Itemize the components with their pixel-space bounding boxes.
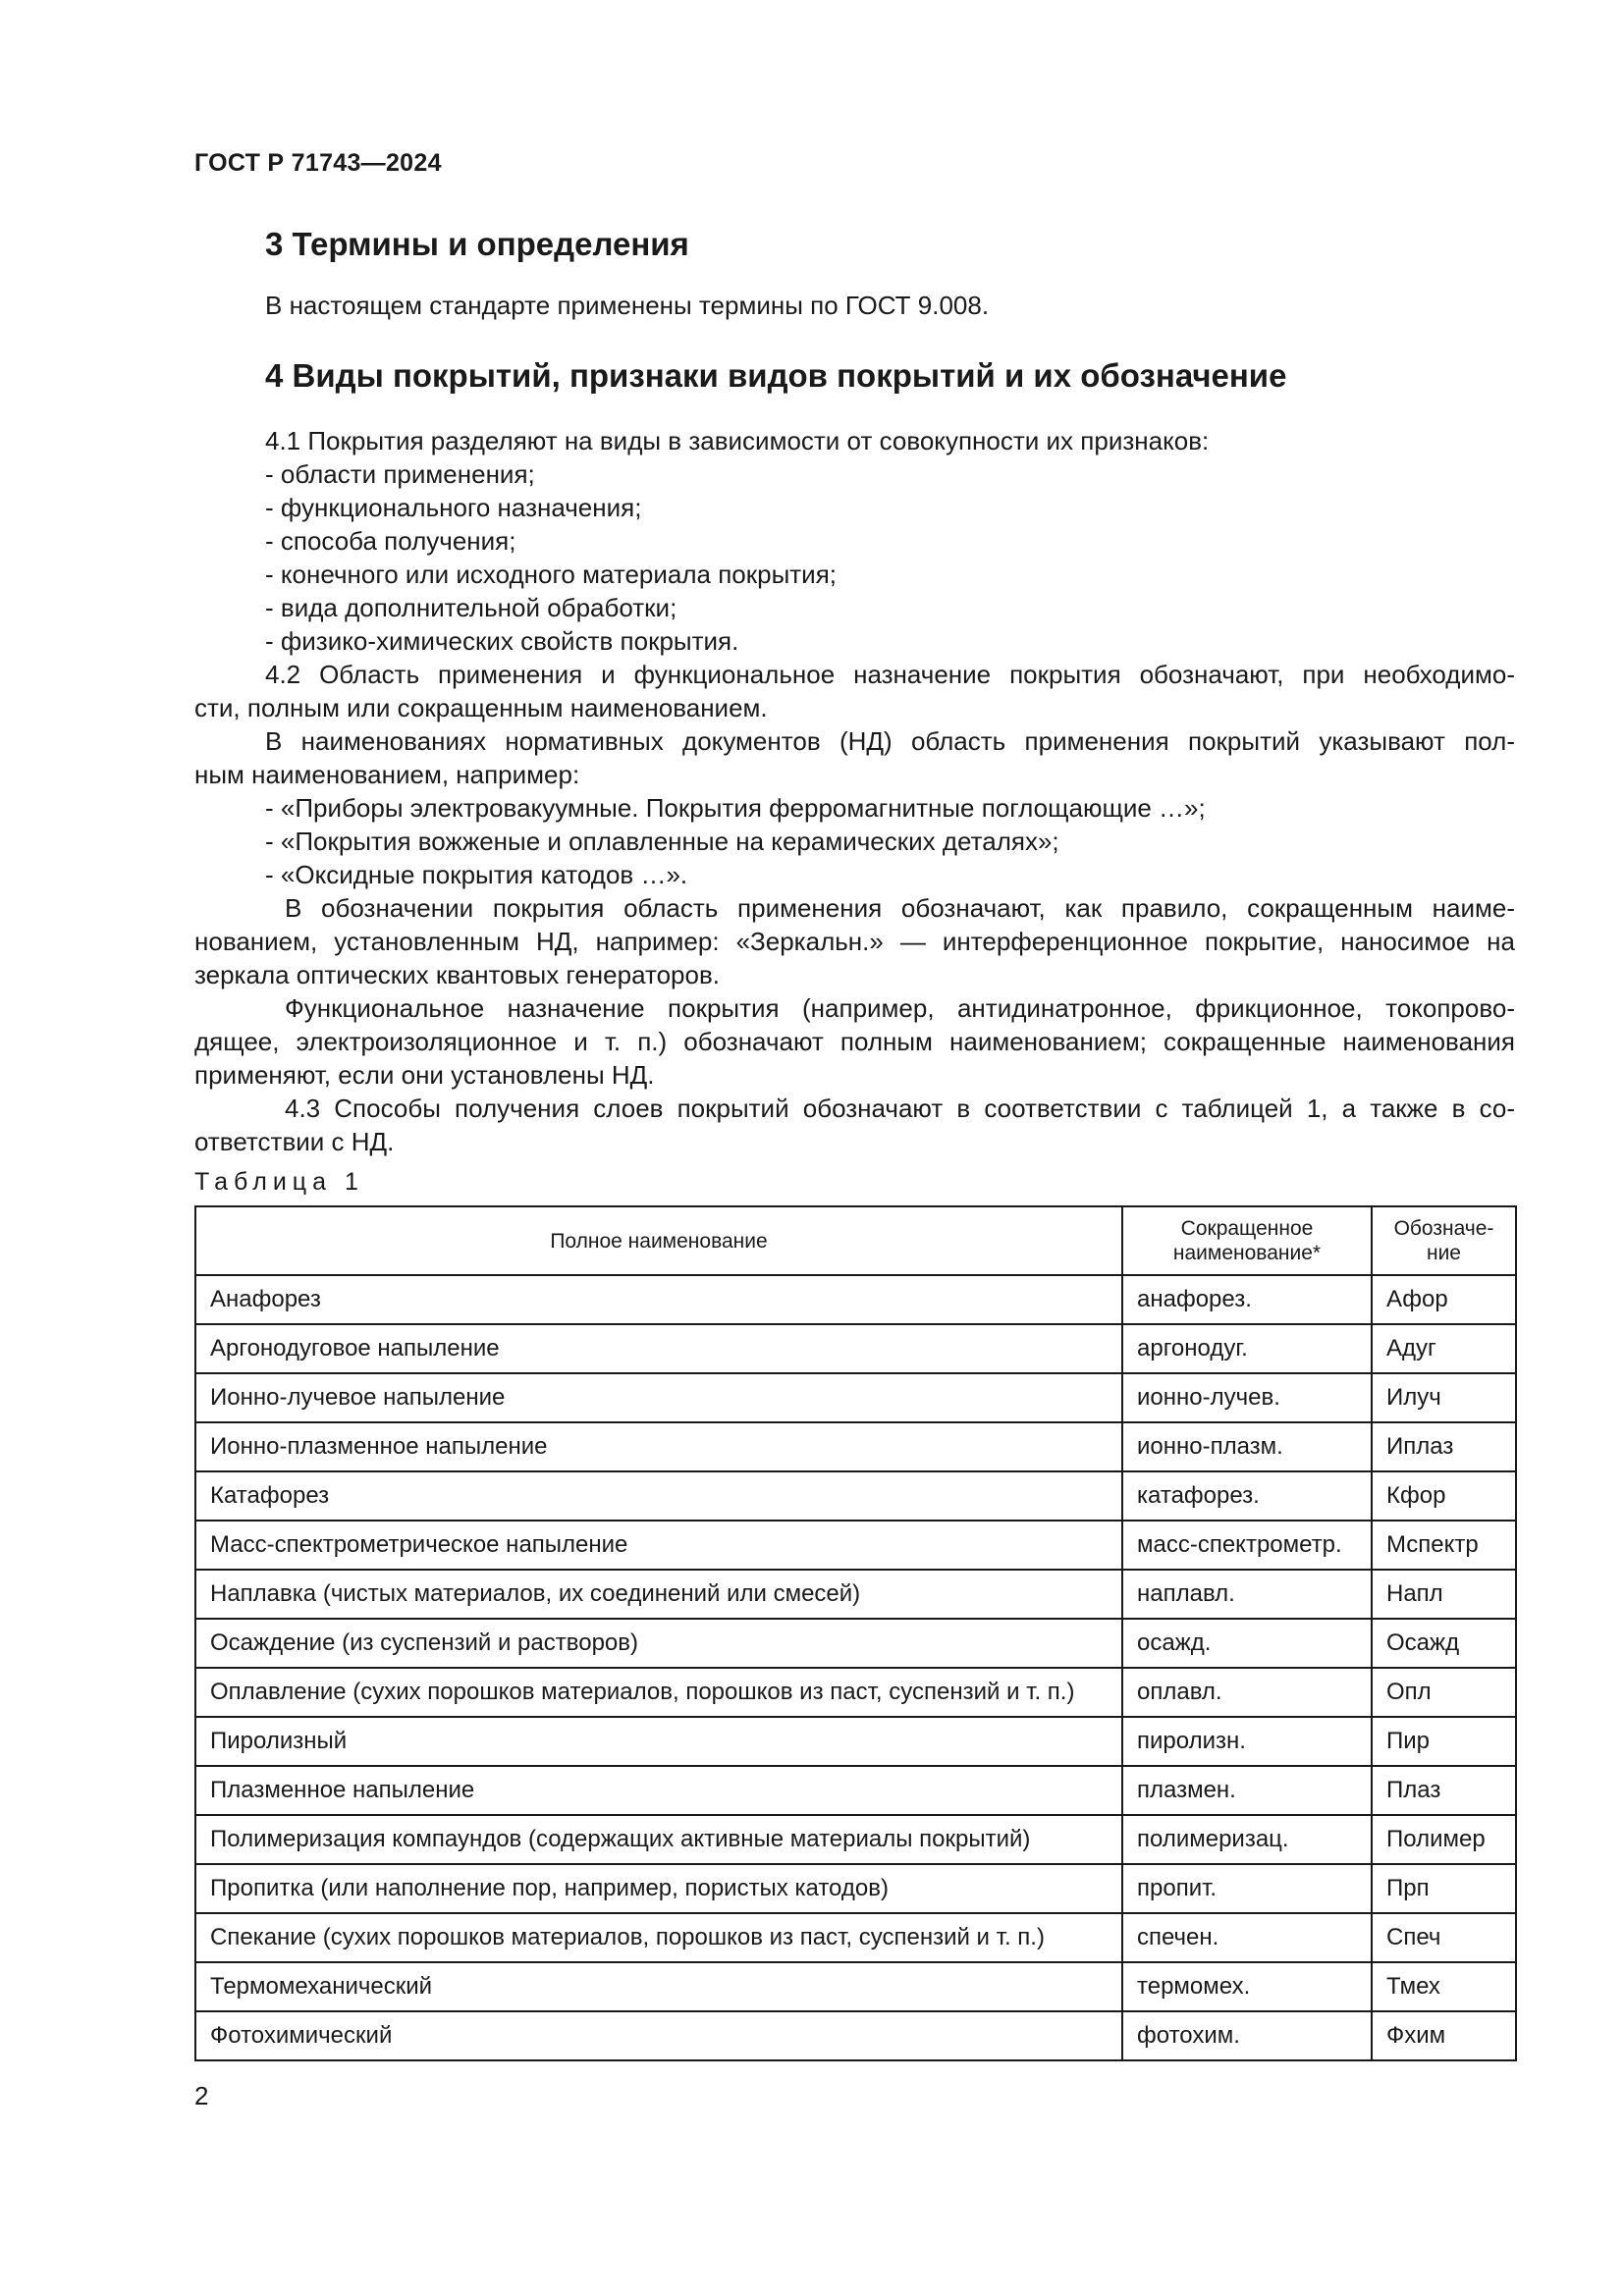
document-code: ГОСТ Р 71743—2024 — [194, 149, 442, 177]
table-header-row — [195, 1206, 1516, 1275]
cell-short-name: анафорез. — [1122, 1275, 1372, 1324]
table-row — [195, 1913, 1516, 1962]
list-item: - способа получения; — [265, 526, 516, 556]
list-item: - конечного или исходного материала покрытия; — [265, 560, 838, 589]
paragraph-line: зеркала оптических квантовых генераторов. — [194, 960, 720, 989]
list-item: - «Покрытия вожженые и оплавленные на керамических деталях»; — [265, 827, 1059, 856]
list-item: - вида дополнительной обработки; — [265, 593, 677, 622]
list-item: - «Оксидные покрытия катодов …». — [265, 860, 688, 889]
table-row — [195, 1373, 1516, 1422]
cell-short-name: аргонодуг. — [1122, 1324, 1372, 1373]
cell-designation: Осажд — [1372, 1619, 1516, 1668]
cell-short-name: осажд. — [1122, 1619, 1372, 1668]
cell-designation: Илуч — [1372, 1373, 1516, 1422]
cell-short-name: спечен. — [1122, 1913, 1372, 1962]
cell-short-name: фотохим. — [1122, 2011, 1372, 2060]
table-row — [195, 1275, 1516, 1324]
cell-designation: Прп — [1372, 1864, 1516, 1913]
cell-full-name: Масс-спектрометрическое напыление — [195, 1521, 1122, 1570]
cell-full-name: Полимеризация компаундов (содержащих активные материалы покрытий) — [195, 1815, 1122, 1864]
header-full-name: Полное наименование — [195, 1206, 1122, 1275]
cell-short-name: ионно-лучев. — [1122, 1373, 1372, 1422]
paragraph-line: ным наименованием, например: — [194, 760, 580, 789]
list-item: - области применения; — [265, 459, 535, 489]
cell-short-name: оплавл. — [1122, 1668, 1372, 1717]
table-row — [195, 1422, 1516, 1471]
paragraph-line: В обозначении покрытия область применения обозначают, как правило, сокращенным наиме- — [285, 893, 1515, 923]
cell-short-name: пропит. — [1122, 1864, 1372, 1913]
cell-designation: Иплаз — [1372, 1422, 1516, 1471]
list-item: - «Приборы электровакуумные. Покрытия ферромагнитные поглощающие …»; — [265, 793, 1206, 823]
table-row — [195, 1766, 1516, 1815]
cell-full-name: Спекание (сухих порошков материалов, порошков из паст, суспензий и т. п.) — [195, 1913, 1122, 1962]
coating-methods-table — [194, 1205, 1517, 2061]
table-row — [195, 1717, 1516, 1766]
cell-designation: Полимер — [1372, 1815, 1516, 1864]
cell-short-name: катафорез. — [1122, 1471, 1372, 1521]
page-number: 2 — [194, 2081, 209, 2110]
cell-short-name: пиролизн. — [1122, 1717, 1372, 1766]
cell-full-name: Пиролизный — [195, 1717, 1122, 1766]
cell-full-name: Пропитка (или наполнение пор, например, пористых катодов) — [195, 1864, 1122, 1913]
cell-short-name: термомех. — [1122, 1962, 1372, 2011]
paragraph-line: применяют, если они установлены НД. — [194, 1060, 655, 1090]
cell-designation: Опл — [1372, 1668, 1516, 1717]
cell-designation: Кфор — [1372, 1471, 1516, 1521]
section-3-text: В настоящем стандарте применены термины по ГОСТ 9.008. — [265, 291, 990, 320]
table-row — [195, 2011, 1516, 2060]
cell-designation: Афор — [1372, 1275, 1516, 1324]
cell-designation: Фхим — [1372, 2011, 1516, 2060]
cell-full-name: Плазменное напыление — [195, 1766, 1122, 1815]
cell-designation: Адуг — [1372, 1324, 1516, 1373]
cell-designation: Напл — [1372, 1570, 1516, 1619]
table-row — [195, 1570, 1516, 1619]
cell-full-name: Катафорез — [195, 1471, 1122, 1521]
cell-designation: Мспектр — [1372, 1521, 1516, 1570]
cell-designation: Спеч — [1372, 1913, 1516, 1962]
paragraph-4-1: 4.1 Покрытия разделяют на виды в зависимости от совокупности их признаков: — [265, 426, 1210, 455]
header-short-name: Сокращенное наименование* — [1122, 1206, 1372, 1275]
table-row — [195, 1668, 1516, 1717]
cell-full-name: Ионно-плазменное напыление — [195, 1422, 1122, 1471]
cell-designation: Пир — [1372, 1717, 1516, 1766]
cell-short-name: полимеризац. — [1122, 1815, 1372, 1864]
cell-full-name: Оплавление (сухих порошков материалов, порошков из паст, суспензий и т. п.) — [195, 1668, 1122, 1717]
table-row — [195, 1521, 1516, 1570]
paragraph-4-3-line: ответствии с НД. — [194, 1127, 395, 1156]
paragraph-line: нованием, установленным НД, например: «Зеркальн.» — интерференционное покрытие, наносимое на — [194, 927, 1515, 956]
cell-short-name: наплавл. — [1122, 1570, 1372, 1619]
header-designation: Обозначе-ние — [1372, 1206, 1516, 1275]
table-caption: Таблица 1 — [194, 1168, 364, 1196]
table-row — [195, 1324, 1516, 1373]
list-item: - функционального назначения; — [265, 493, 642, 522]
paragraph-line: Функциональное назначение покрытия (например, антидинатронное, фрикционное, токопрово- — [285, 993, 1515, 1023]
table-row — [195, 1815, 1516, 1864]
table-row — [195, 1619, 1516, 1668]
cell-full-name: Термомеханический — [195, 1962, 1122, 2011]
cell-full-name: Наплавка (чистых материалов, их соединений или смесей) — [195, 1570, 1122, 1619]
list-item: - физико-химических свойств покрытия. — [265, 626, 739, 656]
cell-designation: Тмех — [1372, 1962, 1516, 2011]
paragraph-line: В наименованиях нормативных документов (НД) область применения покрытий указывают пол- — [265, 726, 1515, 756]
table-row — [195, 1962, 1516, 2011]
cell-full-name: Аргонодуговое напыление — [195, 1324, 1122, 1373]
table-row — [195, 1471, 1516, 1521]
cell-full-name: Фотохимический — [195, 2011, 1122, 2060]
cell-full-name: Осаждение (из суспензий и растворов) — [195, 1619, 1122, 1668]
cell-short-name: масс-спектрометр. — [1122, 1521, 1372, 1570]
cell-full-name: Анафорез — [195, 1275, 1122, 1324]
paragraph-4-2-line: сти, полным или сокращенным наименованием. — [194, 693, 768, 722]
cell-short-name: ионно-плазм. — [1122, 1422, 1372, 1471]
table-row — [195, 1864, 1516, 1913]
cell-designation: Плаз — [1372, 1766, 1516, 1815]
paragraph-line: дящее, электроизоляционное и т. п.) обозначают полным наименованием; сокращенные наименования — [194, 1027, 1515, 1056]
cell-short-name: плазмен. — [1122, 1766, 1372, 1815]
cell-full-name: Ионно-лучевое напыление — [195, 1373, 1122, 1422]
paragraph-4-3-line: 4.3 Способы получения слоев покрытий обозначают в соответствии с таблицей 1, а также в со- — [285, 1094, 1515, 1123]
section-3-title: 3 Термины и определения — [265, 226, 689, 262]
section-4-title: 4 Виды покрытий, признаки видов покрытий и их обозначение — [265, 357, 1287, 394]
paragraph-4-2-line: 4.2 Область применения и функциональное назначение покрытия обозначают, при необходимо- — [265, 660, 1515, 689]
